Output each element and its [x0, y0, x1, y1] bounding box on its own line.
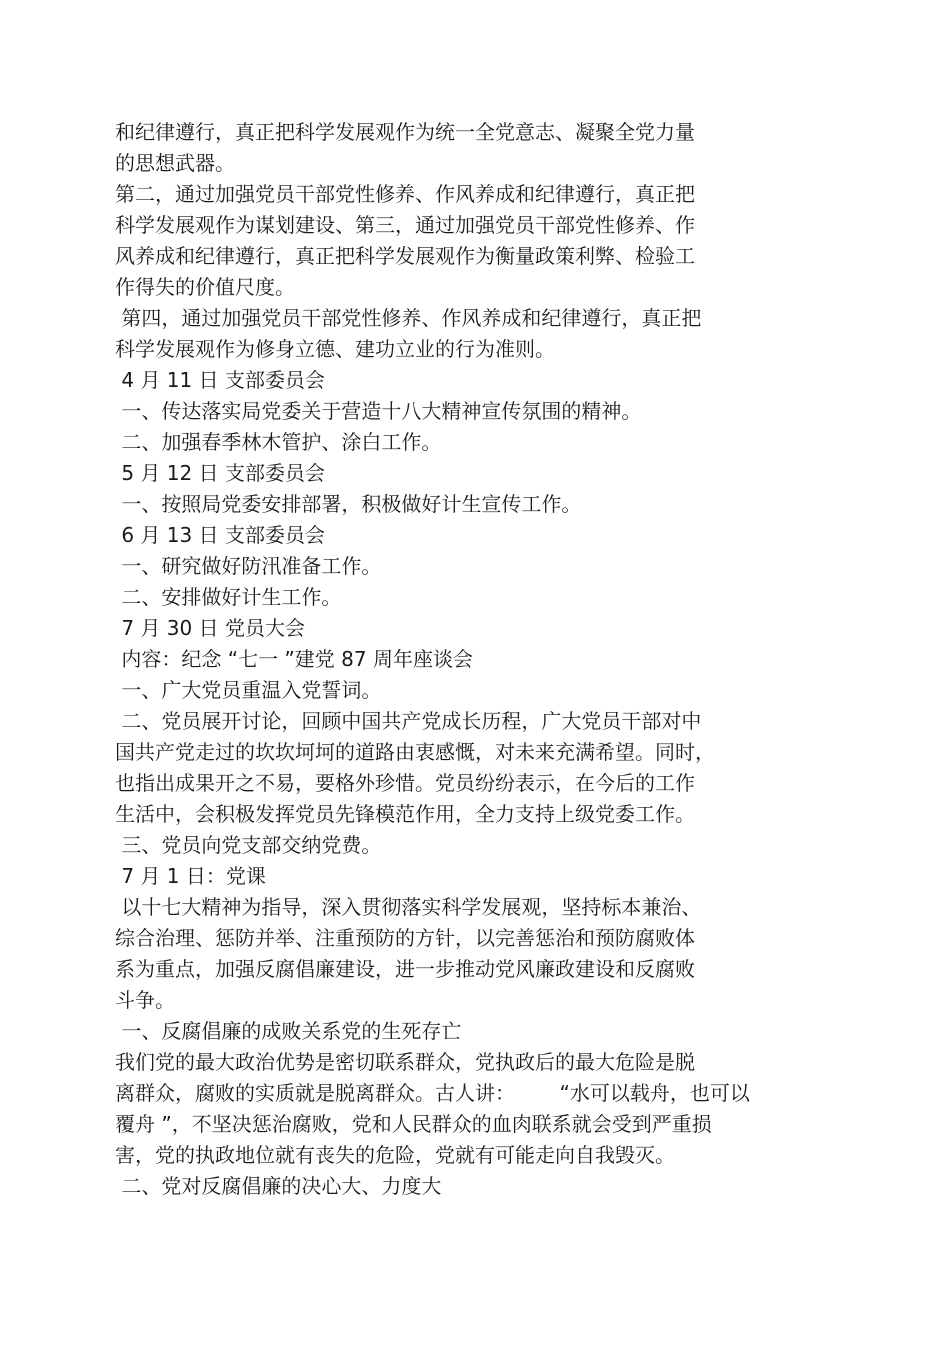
- text-line: 风养成和纪律遵行，真正把科学发展观作为衡量政策利弊、检验工: [115, 244, 695, 268]
- text-line: 国共产党走过的坎坎坷坷的道路由衷感慨，对未来充满希望。同时，: [115, 740, 715, 764]
- meeting-heading: 5 月 12 日 支部委员会: [115, 461, 325, 485]
- section-heading: 一、反腐倡廉的成败关系党的生死存亡: [115, 1019, 462, 1043]
- text-line: 第四，通过加强党员干部党性修养、作风养成和纪律遵行，真正把: [115, 306, 702, 330]
- text-line: 三、党员向党支部交纳党费。: [115, 833, 382, 857]
- section-heading: 二、党对反腐倡廉的决心大、力度大: [115, 1174, 442, 1198]
- meeting-heading: 7 月 30 日 党员大会: [115, 616, 305, 640]
- text-line: 一、传达落实局党委关于营造十八大精神宣传氛围的精神。: [115, 399, 642, 423]
- text-line: 内容：纪念 “七一 ”建党 87 周年座谈会: [115, 647, 473, 671]
- text-line: 二、党员展开讨论，回顾中国共产党成长历程，广大党员干部对中: [115, 709, 702, 733]
- text-line: 一、广大党员重温入党誓词。: [115, 678, 382, 702]
- text-line: 害，党的执政地位就有丧失的危险，党就有可能走向自我毁灭。: [115, 1143, 675, 1167]
- text-line: 以十七大精神为指导，深入贯彻落实科学发展观，坚持标本兼治、: [115, 895, 702, 919]
- text-line: 综合治理、惩防并举、注重预防的方针，以完善惩治和预防腐败体: [115, 926, 695, 950]
- text-line: 第二，通过加强党员干部党性修养、作风养成和纪律遵行，真正把: [115, 182, 695, 206]
- text-line: 斗争。: [115, 988, 175, 1012]
- text-line: 二、加强春季林木管护、涂白工作。: [115, 430, 442, 454]
- text-line: 作得失的价值尺度。: [115, 275, 295, 299]
- text-line: 科学发展观作为修身立德、建功立业的行为准则。: [115, 337, 555, 361]
- text-line: 覆舟 ”，不坚决惩治腐败，党和人民群众的血肉联系就会受到严重损: [115, 1112, 712, 1136]
- text-line: 我们党的最大政治优势是密切联系群众，党执政后的最大危险是脱: [115, 1050, 695, 1074]
- text-line: 也指出成果开之不易，要格外珍惜。党员纷纷表示，在今后的工作: [115, 771, 695, 795]
- text-line: 二、安排做好计生工作。: [115, 585, 342, 609]
- meeting-heading: 4 月 11 日 支部委员会: [115, 368, 325, 392]
- text-line: 一、按照局党委安排部署，积极做好计生宣传工作。: [115, 492, 582, 516]
- text-line: 科学发展观作为谋划建设、第三，通过加强党员干部党性修养、作: [115, 213, 695, 237]
- text-line: 和纪律遵行，真正把科学发展观作为统一全党意志、凝聚全党力量: [115, 120, 695, 144]
- text-line: 的思想武器。: [115, 151, 235, 175]
- meeting-heading: 6 月 13 日 支部委员会: [115, 523, 325, 547]
- document-body: [115, 117, 815, 1202]
- text-line: 离群众，腐败的实质就是脱离群众。古人讲： “水可以载舟，也可以: [115, 1081, 750, 1105]
- meeting-heading: 7 月 1 日：党课: [115, 864, 266, 888]
- text-line: 系为重点，加强反腐倡廉建设，进一步推动党风廉政建设和反腐败: [115, 957, 695, 981]
- text-line: 生活中，会积极发挥党员先锋模范作用，全力支持上级党委工作。: [115, 802, 695, 826]
- text-line: 一、研究做好防汛准备工作。: [115, 554, 382, 578]
